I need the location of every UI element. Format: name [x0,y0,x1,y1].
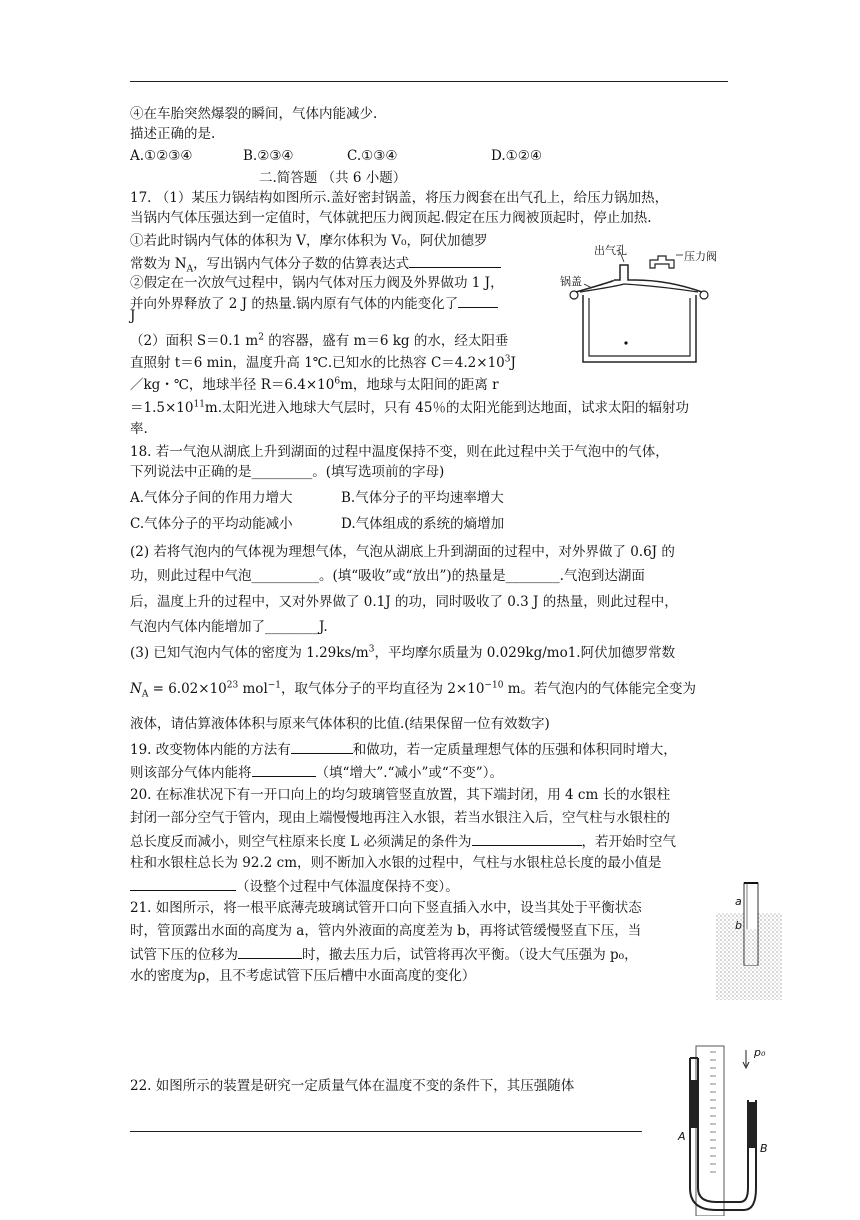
text: 并向外界释放了 2 J 的热量.锅内原有气体的内能变化了 [130,296,459,312]
p0-label: p₀ [754,1046,766,1059]
answer-blank [291,739,353,754]
text: 则该部分气体内能将 [130,765,252,781]
answer-blank [472,831,582,846]
q19-line2 [130,762,503,783]
superscript: 6 [334,376,341,387]
q17-line11 [130,398,689,418]
q16-option-a: A.①②③④ [130,148,193,164]
q21-line2: 时，管顶露出水面的高度为 a，管内外液面的高度差为 b，再将试管缓慢竖直下压，当 [130,923,642,939]
top-rule [130,81,728,82]
text: ，取气体分子的平均直径为 2×10 [281,681,485,697]
superscript: 11 [193,399,205,410]
text: 直照射 t＝6 min，温度升高 1℃.已知水的比热容 C＝4.2×10 [130,355,505,371]
bottom-rule [130,1131,642,1132]
q18-line1: 18. 若一气泡从湖底上升到湖面的过程中温度保持不变，则在此过程中关于气泡中的气体， [130,444,669,460]
text: 19. 改变物体内能的方法有 [130,742,291,758]
pressure-cooker-figure [558,240,728,370]
q17-line2: 当锅内气体压强达到一定值时，气体就把压力阀顶起.假定在压力阀被顶起时，停止加热. [130,210,652,226]
q18-part3-line2 [130,679,696,699]
q18-line2: 下列说法中正确的是_________。(填写选项前的字母) [130,464,445,480]
q17-line10 [130,375,499,395]
text: m。若气泡内的气体能完全变为 [503,681,697,697]
q18-option-b: B.气体分子的平均速率增大 [341,490,504,506]
q17-line5: ②假定在一次放气过程中，锅内气体对压力阀及外界做功 1 J， [130,275,504,291]
text: ，平均摩尔质量为 0.029kg/mo1.阿伏加德罗常数 [374,645,676,661]
q20-line1: 20. 在标准状况下有一开口向上的均匀玻璃管竖直放置，其下端封闭，用 4 cm 长的水银柱 [130,787,671,803]
text: = 6.02×10 [148,681,227,697]
text: (3) 已知气泡内气体的密度为 1.29ks/m [130,645,369,661]
text: N [130,681,142,697]
q18-option-c: C.气体分子的平均动能减小 [130,516,293,532]
text: J [510,355,516,371]
q18-part3-line3: 液体，请估算液体体积与原来气体体积的比值.(结果保留一位有效数字) [130,716,550,732]
q21-line3 [130,944,638,965]
q17-line12: 率. [130,421,148,437]
answer-blank [238,944,302,959]
vent-label: 出气孔 [594,244,627,257]
text: 总长度反而减小，则空气柱原来长度 L 必须满足的条件为 [130,834,472,850]
text: （2）面积 S＝0.1 m [130,333,259,349]
text: ＝1.5×10 [130,400,194,416]
superscript: −1 [267,680,282,691]
text: ，写出锅内气体分子数的估算表达式 [193,256,410,272]
q18-part2-line1: (2) 若将气泡内的气体视为理想气体，气泡从湖底上升到湖面的过程中，对外界做了 0.6J 的 [130,544,675,560]
q22-line1: 22. 如图所示的装置是研究一定质量气体在温度不变的条件下，其压强随体 [130,1078,575,1094]
superscript: 3 [504,354,511,365]
answer-blank [252,762,316,777]
text: 试管下压的位移为 [130,947,238,963]
q18-part3-line1 [130,643,675,663]
q18-option-a: A.气体分子间的作用力增大 [130,490,293,506]
superscript: 2 [258,332,264,343]
q17-line1: 17. （1）某压力锅结构如图所示.盖好密封锅盖，将压力阀套在出气孔上，给压力锅加热， [130,190,669,206]
q20-line3 [130,831,676,852]
q18-option-d: D.气体组成的系统的熵增加 [341,516,505,532]
q16-option-d: D.①②④ [491,148,542,164]
q20-line2: 封闭一部分空气于管内，现由上端慢慢地再注入水银，若当水银注入后，空气柱与水银柱的 [130,810,670,826]
text: 和做功，若一定质量理想气体的压强和体积同时增大， [352,742,677,758]
q17-line7: J [130,308,136,324]
height-b-label: b [735,919,742,932]
answer-blank [458,293,498,308]
q18-part2-line2: 功，则此过程中气泡__________。(填“吸收”或“放出”)的热量是________.气泡到达湖面 [130,568,645,584]
height-a-label: a [735,895,742,908]
answer-blank [409,253,501,268]
text: （填“增大”.“减小”或“不变”）。 [315,765,503,781]
q17-line6 [130,293,498,314]
valve-label: 压力阀 [684,250,717,263]
q16-option-c: C.①③④ [347,148,398,164]
text: ／kg・℃，地球半径 R＝6.4×10 [130,377,335,393]
q21-line1: 21. 如图所示，将一根平底薄壳玻璃试管开口向下竖直插入水中，设当其处于平衡状态 [130,900,642,916]
q20-line5 [130,876,459,897]
section-heading: 二.简答题 （共 6 小题） [259,170,407,186]
q20-line4: 柱和水银柱总长为 92.2 cm，则不断加入水银的过程中，气柱与水银柱总长度的最小值是 [130,855,662,871]
tube-a-label: A [678,1130,686,1143]
q18-part2-line3: 后，温度上升的过程中，又对外界做了 0.1J 的功，同时吸收了 0.3 J 的热量，则此过程中， [130,594,678,610]
q17-line4 [130,253,501,274]
manometer-figure [676,1038,784,1216]
subscript: A [141,689,149,700]
test-tube-diagram [716,875,782,1000]
q17-line3: ①若此时锅内气体的体积为 V，摩尔体积为 V₀，阿伏加德罗 [130,233,488,249]
text: ，若开始时空气 [581,834,677,850]
superscript: 3 [368,644,375,655]
subscript: A [186,264,194,275]
q16-option-b: B.②③④ [243,148,294,164]
text: mol [238,681,268,697]
answer-blank [130,876,236,891]
q17-line8 [130,331,508,351]
text: m，地球与太阳间的距离 r [340,377,499,393]
manometer-diagram [676,1038,784,1216]
q18-part2-line4: 气泡内气体内能增加了________J. [130,619,328,635]
lid-label: 锅盖 [560,275,582,288]
text: m.太阳光进入地球大气层时，只有 45％的太阳光能到达地面，试求太阳的辐射功 [204,400,689,416]
q17-line9 [130,353,516,373]
q19-line1 [130,739,677,760]
tube-b-label: B [760,1142,768,1155]
superscript: −10 [484,680,504,691]
q16-item4: ④在车胎突然爆裂的瞬间，气体内能减少. [130,106,378,122]
q16-prompt: 描述正确的是. [130,126,216,142]
test-tube-figure [716,875,782,1000]
superscript: 23 [226,680,239,691]
text: 的容器，盛有 m＝6 kg 的水，经太阳垂 [263,333,509,349]
text: 时，撤去压力后，试管将再次平衡。（设大气压强为 p₀， [302,947,638,963]
text: （设整个过程中气体温度保持不变）。 [236,879,459,895]
text: 常数为 N [130,256,187,272]
q21-line4: 水的密度为ρ，且不考虑试管下压后槽中水面高度的变化） [130,968,476,984]
